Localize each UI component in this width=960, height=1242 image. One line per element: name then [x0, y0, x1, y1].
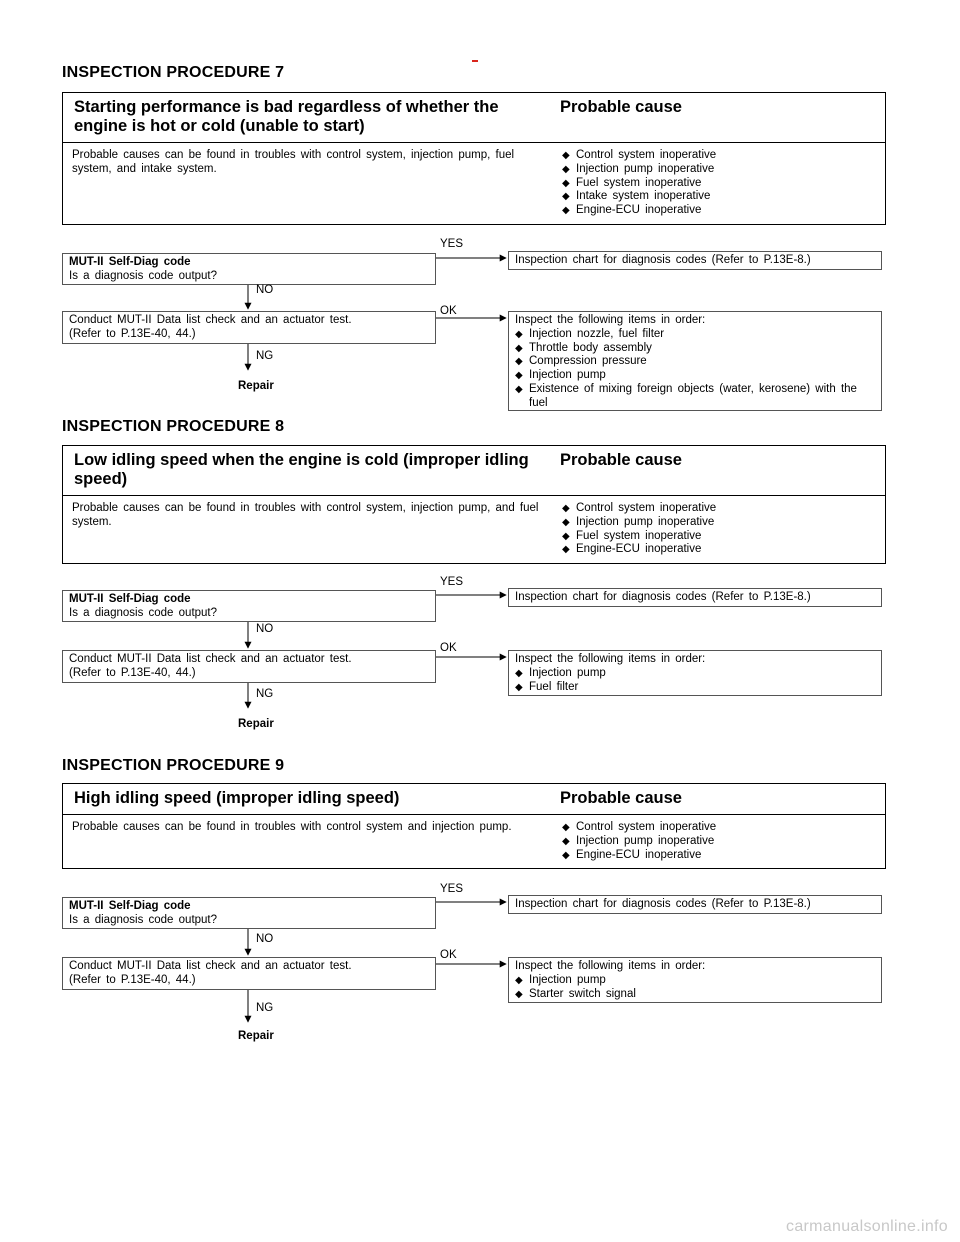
symptom-heading: Low idling speed when the engine is cold (improper idling speed)	[74, 451, 529, 488]
ok-label: OK	[440, 305, 457, 317]
cause-item: ◆ Engine-ECU inoperative	[562, 848, 702, 861]
inspect-item: ◆ Injection pump	[515, 369, 606, 382]
data-list-check-step-box: Conduct MUT-II Data list check and an actuator test. (Refer to P.13E-40, 44.)	[62, 650, 436, 683]
cause-item: ◆ Injection pump inoperative	[562, 834, 715, 847]
procedure-9-title: INSPECTION PROCEDURE 9	[62, 757, 285, 774]
probable-cause-heading: Probable cause	[560, 98, 682, 116]
probable-cause-heading: Probable cause	[560, 789, 682, 807]
ok-label: OK	[440, 642, 457, 654]
cause-description: Probable causes can be found in troubles with control system, injection pump, and fuel system.	[72, 502, 539, 528]
diamond-bullet-icon: ◆	[562, 849, 570, 861]
cause-item: ◆ Control system inoperative	[562, 149, 717, 161]
diagnosis-code-result-box: Inspection chart for diagnosis codes (Refer to P.13E-8.)	[508, 588, 882, 607]
cause-item: ◆ Fuel system inoperative	[562, 176, 702, 189]
diamond-bullet-icon: ◆	[515, 370, 523, 382]
diamond-bullet-icon: ◆	[562, 544, 570, 556]
ng-label: NG	[256, 1002, 274, 1014]
inspect-item: ◆ Compression pressure	[515, 355, 647, 368]
yes-label: YES	[440, 576, 464, 588]
diamond-bullet-icon: ◆	[515, 681, 523, 693]
inspect-item: ◆ Fuel filter	[515, 680, 579, 693]
inspect-item: ◆ Existence of mixing foreign objects (water, kerosene) with the fuel	[515, 382, 857, 409]
repair-result: Repair	[238, 380, 274, 392]
no-label: NO	[256, 933, 274, 945]
procedure-8-title: INSPECTION PROCEDURE 8	[62, 418, 285, 435]
repair-result: Repair	[238, 1030, 274, 1042]
cause-item: ◆ Injection pump inoperative	[562, 162, 715, 175]
cause-item: ◆ Control system inoperative	[562, 821, 717, 833]
site-watermark: carmanualsonline.info	[786, 1218, 948, 1235]
diamond-bullet-icon: ◆	[515, 974, 523, 986]
inspect-item: ◆ Injection pump	[515, 666, 606, 679]
symptom-heading: High idling speed (improper idling speed)	[74, 789, 400, 807]
inspect-items-box: Inspect the following items in order: ◆ Injection pump ◆ Fuel filter	[508, 650, 882, 696]
cause-item: ◆ Control system inoperative	[562, 502, 717, 514]
cause-list	[549, 815, 885, 868]
diamond-bullet-icon: ◆	[562, 163, 570, 175]
diamond-bullet-icon: ◆	[562, 516, 570, 528]
ok-label: OK	[440, 949, 457, 961]
probable-cause-heading: Probable cause	[560, 451, 682, 469]
diamond-bullet-icon: ◆	[562, 835, 570, 847]
procedure-9-symptom-table	[62, 783, 886, 869]
repair-result: Repair	[238, 718, 274, 730]
inspect-item: ◆ Starter switch signal	[515, 987, 636, 1000]
diagnosis-code-result-box: Inspection chart for diagnosis codes (Refer to P.13E-8.)	[508, 251, 882, 270]
procedure-8-symptom-table	[62, 445, 886, 564]
diamond-bullet-icon: ◆	[515, 667, 523, 679]
cause-item: ◆ Engine-ECU inoperative	[562, 204, 702, 217]
diamond-bullet-icon: ◆	[515, 988, 523, 1000]
data-list-check-step-box: Conduct MUT-II Data list check and an actuator test. (Refer to P.13E-40, 44.)	[62, 957, 436, 990]
cause-description: Probable causes can be found in troubles with control system and injection pump.	[72, 821, 512, 833]
procedure-7-symptom-table	[62, 92, 886, 225]
diamond-bullet-icon: ◆	[562, 205, 570, 217]
data-list-check-step-box: Conduct MUT-II Data list check and an actuator test. (Refer to P.13E-40, 44.)	[62, 311, 436, 344]
cause-list	[549, 496, 885, 563]
self-diag-step-box: MUT-II Self-Diag code Is a diagnosis code output?	[62, 897, 436, 929]
diamond-bullet-icon: ◆	[562, 822, 570, 833]
inspect-item: ◆ Injection pump	[515, 973, 606, 986]
self-diag-step-box: MUT-II Self-Diag code Is a diagnosis code output?	[62, 253, 436, 285]
diamond-bullet-icon: ◆	[562, 191, 570, 203]
procedure-7-title: INSPECTION PROCEDURE 7	[62, 64, 285, 81]
ng-label: NG	[256, 688, 274, 700]
inspect-item: ◆ Throttle body assembly	[515, 341, 652, 354]
yes-label: YES	[440, 238, 464, 250]
diamond-bullet-icon: ◆	[562, 503, 570, 514]
cause-list	[549, 143, 885, 224]
diamond-bullet-icon: ◆	[515, 342, 523, 354]
header-red-dash	[472, 60, 478, 62]
symptom-heading: Starting performance is bad regardless of whether the engine is hot or cold (unable to start)	[74, 98, 499, 135]
inspect-item: ◆ Injection nozzle, fuel filter	[515, 327, 665, 340]
cause-description: Probable causes can be found in troubles with control system, injection pump, fuel system, and intake system.	[72, 149, 515, 175]
diamond-bullet-icon: ◆	[562, 150, 570, 161]
cause-item: ◆ Fuel system inoperative	[562, 529, 702, 542]
diamond-bullet-icon: ◆	[515, 328, 523, 340]
diamond-bullet-icon: ◆	[562, 530, 570, 542]
no-label: NO	[256, 623, 274, 635]
inspect-items-box: Inspect the following items in order: ◆ Injection nozzle, fuel filter ◆ Throttle body assembly ◆ Compression pressure ◆ Injection pump ◆ Existence of mixing foreign objects (water, kerosene) with the fuel	[508, 311, 882, 411]
no-label: NO	[256, 284, 274, 296]
cause-item: ◆ Engine-ECU inoperative	[562, 543, 702, 556]
cause-item: ◆ Injection pump inoperative	[562, 515, 715, 528]
self-diag-step-box: MUT-II Self-Diag code Is a diagnosis code output?	[62, 590, 436, 622]
diamond-bullet-icon: ◆	[515, 356, 523, 368]
yes-label: YES	[440, 883, 464, 895]
cause-item: ◆ Intake system inoperative	[562, 190, 711, 203]
diagnosis-code-result-box: Inspection chart for diagnosis codes (Refer to P.13E-8.)	[508, 895, 882, 914]
diamond-bullet-icon: ◆	[562, 177, 570, 189]
diamond-bullet-icon: ◆	[515, 383, 523, 395]
ng-label: NG	[256, 350, 274, 362]
inspect-items-box: Inspect the following items in order: ◆ Injection pump ◆ Starter switch signal	[508, 957, 882, 1003]
